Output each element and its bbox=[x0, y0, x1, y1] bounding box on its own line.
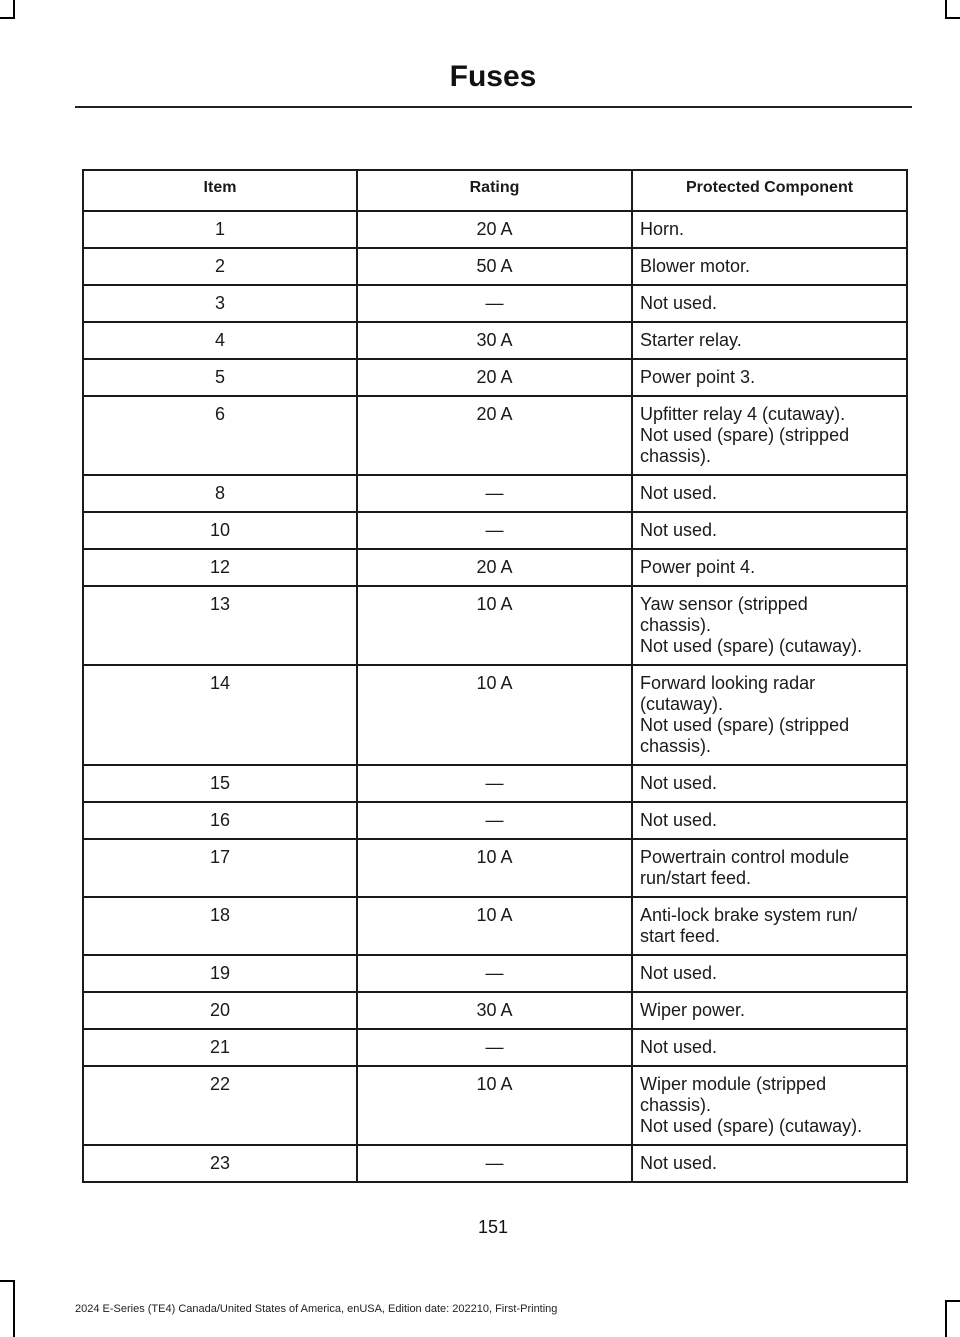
fuse-rating: 10 A bbox=[357, 1066, 632, 1145]
fuse-rating: 20 A bbox=[357, 359, 632, 396]
component-text-line: Not used (spare) (cutaway). bbox=[640, 1116, 863, 1136]
fuse-item-number: 20 bbox=[83, 992, 357, 1029]
fuse-rating: 10 A bbox=[357, 586, 632, 665]
table-row bbox=[83, 322, 907, 359]
component-text-line: Yaw sensor (stripped bbox=[640, 594, 808, 614]
component-text-line: (cutaway). bbox=[640, 694, 724, 714]
component-text-line: Blower motor. bbox=[640, 256, 751, 276]
fuse-rating: 30 A bbox=[357, 322, 632, 359]
fuse-item-number: 19 bbox=[83, 955, 357, 992]
table-row bbox=[83, 248, 907, 285]
crop-mark bbox=[945, 0, 947, 18]
table-row bbox=[83, 665, 907, 765]
title-divider bbox=[75, 106, 912, 108]
fuse-protected-component bbox=[632, 839, 907, 897]
fuse-item-number: 16 bbox=[83, 802, 357, 839]
fuse-item-number: 18 bbox=[83, 897, 357, 955]
fuse-rating: — bbox=[357, 285, 632, 322]
column-header-rating: Rating bbox=[357, 170, 632, 211]
fuse-rating: 50 A bbox=[357, 248, 632, 285]
fuse-rating: — bbox=[357, 475, 632, 512]
fuse-protected-component bbox=[632, 359, 907, 396]
table-row bbox=[83, 475, 907, 512]
fuse-protected-component bbox=[632, 1145, 907, 1182]
crop-mark bbox=[13, 0, 15, 18]
fuse-item-number: 3 bbox=[83, 285, 357, 322]
fuse-item-number: 17 bbox=[83, 839, 357, 897]
fuse-protected-component bbox=[632, 1066, 907, 1145]
fuse-protected-component bbox=[632, 396, 907, 475]
table-row bbox=[83, 285, 907, 322]
fuse-rating: 10 A bbox=[357, 665, 632, 765]
component-text-line: Not used. bbox=[640, 963, 718, 983]
component-text-line: Horn. bbox=[640, 219, 685, 239]
component-text-line: Not used. bbox=[640, 810, 718, 830]
table-row bbox=[83, 359, 907, 396]
component-text-line: chassis). bbox=[640, 1095, 712, 1115]
table-row bbox=[83, 586, 907, 665]
table-row bbox=[83, 512, 907, 549]
component-text-line: Anti-lock brake system run/ bbox=[640, 905, 858, 925]
fuse-rating: 30 A bbox=[357, 992, 632, 1029]
fuse-protected-component bbox=[632, 549, 907, 586]
crop-mark bbox=[0, 1280, 15, 1282]
component-text-line: Not used. bbox=[640, 483, 718, 503]
table-row bbox=[83, 765, 907, 802]
component-text-line: Not used (spare) (stripped bbox=[640, 425, 850, 445]
fuse-rating: — bbox=[357, 802, 632, 839]
fuse-rating: 10 A bbox=[357, 839, 632, 897]
crop-mark bbox=[945, 1300, 960, 1302]
fuse-protected-component bbox=[632, 802, 907, 839]
table-row bbox=[83, 549, 907, 586]
fuse-protected-component bbox=[632, 248, 907, 285]
table-row bbox=[83, 802, 907, 839]
fuse-item-number: 13 bbox=[83, 586, 357, 665]
table-row bbox=[83, 396, 907, 475]
table-row bbox=[83, 992, 907, 1029]
crop-mark bbox=[13, 1280, 15, 1337]
page-number: 151 bbox=[477, 1217, 509, 1237]
fuse-item-number: 2 bbox=[83, 248, 357, 285]
fuse-protected-component bbox=[632, 955, 907, 992]
component-text-line: chassis). bbox=[640, 446, 712, 466]
fuse-rating: — bbox=[357, 1029, 632, 1066]
fuse-table bbox=[82, 169, 908, 1183]
component-text-line: Not used (spare) (stripped bbox=[640, 715, 850, 735]
component-text-line: Not used. bbox=[640, 1037, 718, 1057]
table-row bbox=[83, 839, 907, 897]
component-text-line: Not used. bbox=[640, 1153, 718, 1173]
fuse-protected-component bbox=[632, 586, 907, 665]
table-row bbox=[83, 897, 907, 955]
fuse-protected-component bbox=[632, 475, 907, 512]
fuse-rating: — bbox=[357, 512, 632, 549]
fuse-item-number: 21 bbox=[83, 1029, 357, 1066]
table-header-row bbox=[83, 170, 907, 211]
fuse-protected-component bbox=[632, 665, 907, 765]
component-text-line: Powertrain control module bbox=[640, 847, 850, 867]
footer-edition-info: 2024 E-Series (TE4) Canada/United States of America, enUSA, Edition date: 202210, First-Printing bbox=[75, 1303, 558, 1315]
fuse-item-number: 12 bbox=[83, 549, 357, 586]
component-text-line: start feed. bbox=[640, 926, 721, 946]
fuse-item-number: 23 bbox=[83, 1145, 357, 1182]
fuse-item-number: 6 bbox=[83, 396, 357, 475]
component-text-line: Upfitter relay 4 (cutaway). bbox=[640, 404, 846, 424]
crop-mark bbox=[0, 17, 15, 19]
table-row bbox=[83, 955, 907, 992]
fuse-protected-component bbox=[632, 765, 907, 802]
component-text-line: chassis). bbox=[640, 736, 712, 756]
component-text-line: Not used. bbox=[640, 773, 718, 793]
table-row bbox=[83, 1145, 907, 1182]
component-text-line: chassis). bbox=[640, 615, 712, 635]
fuse-item-number: 14 bbox=[83, 665, 357, 765]
component-text-line: Forward looking radar bbox=[640, 673, 816, 693]
fuse-protected-component bbox=[632, 211, 907, 248]
component-text-line: Power point 3. bbox=[640, 367, 756, 387]
component-text-line: Starter relay. bbox=[640, 330, 742, 350]
component-text-line: Not used. bbox=[640, 293, 718, 313]
fuse-rating: 20 A bbox=[357, 549, 632, 586]
fuse-rating: 10 A bbox=[357, 897, 632, 955]
fuse-rating: 20 A bbox=[357, 211, 632, 248]
component-text-line: run/start feed. bbox=[640, 868, 752, 888]
fuse-rating: — bbox=[357, 1145, 632, 1182]
component-text-line: Not used. bbox=[640, 520, 718, 540]
fuse-table-body bbox=[83, 211, 907, 1182]
fuse-rating: — bbox=[357, 955, 632, 992]
fuse-protected-component bbox=[632, 322, 907, 359]
component-text-line: Power point 4. bbox=[640, 557, 756, 577]
fuse-protected-component bbox=[632, 512, 907, 549]
fuse-rating: — bbox=[357, 765, 632, 802]
fuse-protected-component bbox=[632, 897, 907, 955]
fuse-item-number: 1 bbox=[83, 211, 357, 248]
table-row bbox=[83, 1029, 907, 1066]
fuse-protected-component bbox=[632, 1029, 907, 1066]
crop-mark bbox=[945, 17, 960, 19]
column-header-item: Item bbox=[83, 170, 357, 211]
component-text-line: Wiper module (stripped bbox=[640, 1074, 827, 1094]
fuse-item-number: 10 bbox=[83, 512, 357, 549]
page-title: Fuses bbox=[449, 60, 537, 93]
crop-mark bbox=[945, 1300, 947, 1337]
fuse-protected-component bbox=[632, 285, 907, 322]
fuse-protected-component bbox=[632, 992, 907, 1029]
component-text-line: Wiper power. bbox=[640, 1000, 746, 1020]
table-row bbox=[83, 1066, 907, 1145]
fuse-item-number: 4 bbox=[83, 322, 357, 359]
fuse-rating: 20 A bbox=[357, 396, 632, 475]
fuse-item-number: 8 bbox=[83, 475, 357, 512]
table-row bbox=[83, 211, 907, 248]
fuse-item-number: 22 bbox=[83, 1066, 357, 1145]
component-text-line: Not used (spare) (cutaway). bbox=[640, 636, 863, 656]
fuse-item-number: 15 bbox=[83, 765, 357, 802]
fuse-item-number: 5 bbox=[83, 359, 357, 396]
column-header-protected-component: Protected Component bbox=[632, 170, 907, 211]
